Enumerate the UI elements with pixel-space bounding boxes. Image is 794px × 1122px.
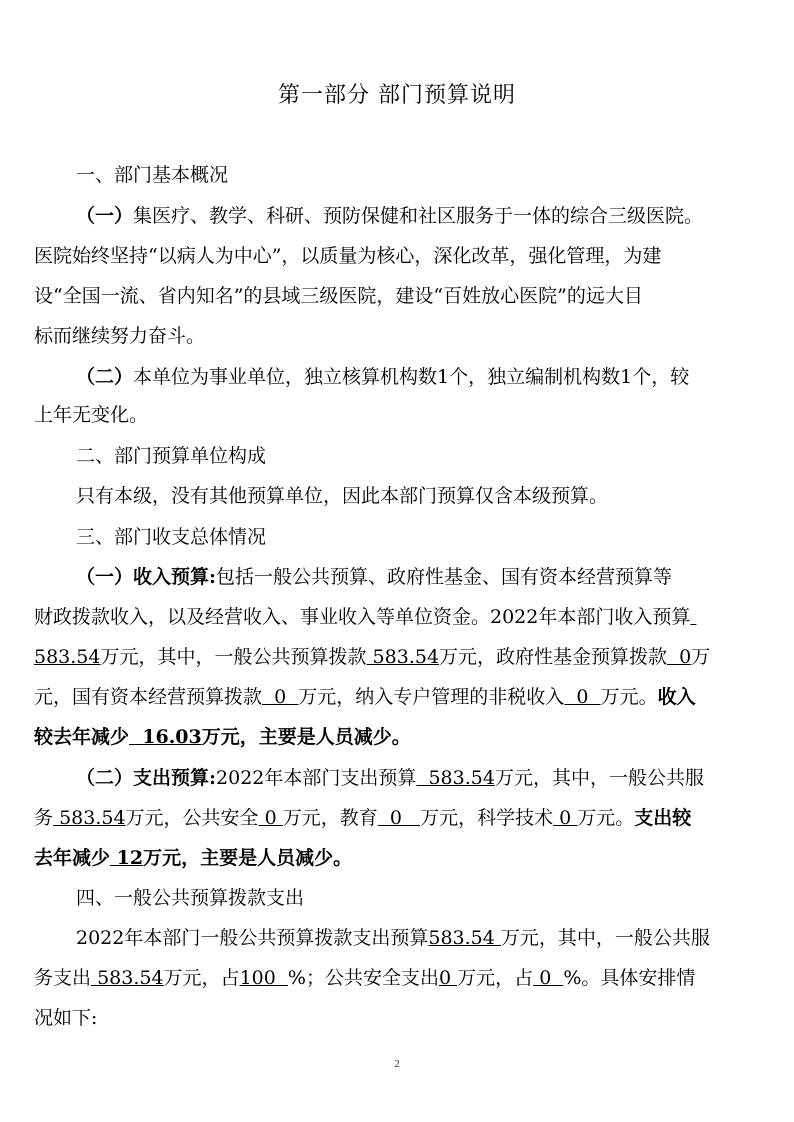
s1-para1-text1: 集医疗、教学、科研、预防保健和社区服务于一体的综合三级医院。 xyxy=(133,205,704,227)
s4-public-value: 583.54 xyxy=(97,967,164,989)
income-text2: 财政拨款收入，以及经营收入、事业收入等单位资金。2022年本部门收入预算 xyxy=(34,606,691,628)
s3-income-line4 xyxy=(34,677,764,717)
income-text5a: 较去年减少 xyxy=(34,726,130,748)
section-1-heading: 一、部门基本概况 xyxy=(76,164,229,186)
income-nontax-value: 0 xyxy=(576,686,589,708)
s4-line3: 况如下: xyxy=(34,1007,98,1029)
s4-text2d: 万元，占 xyxy=(457,967,534,989)
income-text4b: 万元，纳入专户管理的非税收入 xyxy=(298,686,565,708)
s4-text2e: %。具体安排情 xyxy=(563,967,696,989)
s4-text1b: 万元，其中，一般公共服 xyxy=(500,927,710,949)
s1-para2-line1 xyxy=(76,357,794,397)
income-decrease-value: 16.03 xyxy=(142,726,202,748)
section-4-heading: 四、一般公共预算拨款支出 xyxy=(76,887,305,909)
page-title: 第一部分 部门预算说明 xyxy=(278,83,516,108)
income-total-value: 583.54 xyxy=(34,646,101,668)
expense-text1a: 2022年本部门支出预算 xyxy=(216,767,417,789)
s1-para2-text1: 本单位为事业单位，独立核算机构数1个，独立编制机构数1个，较 xyxy=(133,366,690,388)
s4-text2b: 万元，占 xyxy=(163,967,240,989)
s4-line1 xyxy=(76,918,764,958)
expense-label: （二）支出预算: xyxy=(76,767,217,789)
expense-decrease-value: 12 xyxy=(116,847,144,869)
expense-text2a: 务 xyxy=(34,807,54,829)
s4-total-value: 583.54 xyxy=(428,927,495,949)
expense-text2d: 万元，科学技术 xyxy=(420,807,554,829)
section-3-heading: 三、部门收支总体情况 xyxy=(76,526,267,548)
s3-income-line5 xyxy=(34,717,764,757)
income-text3c: 万 xyxy=(691,646,711,668)
s3-income-line2 xyxy=(34,597,764,637)
s3-expense-line2 xyxy=(34,798,764,838)
income-general-value: 583.54 xyxy=(372,646,440,668)
income-text4a: 元，国有资本经营预算拨款 xyxy=(34,686,263,708)
s3-income-line1 xyxy=(76,557,794,597)
s4-text2a: 务支出 xyxy=(34,967,92,989)
expense-text3b: 万元，主要是人员减少。 xyxy=(143,847,353,869)
s4-security-percent: 0 xyxy=(539,967,552,989)
expense-text2f: 支出较 xyxy=(634,807,692,829)
expense-text2b: 万元，公共安全 xyxy=(125,807,259,829)
s4-text1a: 2022年本部门一般公共预算拨款支出预算 xyxy=(76,927,429,949)
income-label: （一）收入预算: xyxy=(76,566,217,588)
income-text3a: 万元，其中，一般公共预算拨款 xyxy=(100,646,367,668)
s1-para2-line2: 上年无变化。 xyxy=(34,404,149,426)
income-state-value: 0 xyxy=(274,686,287,708)
expense-text1b: 万元，其中，一般公共服 xyxy=(494,767,704,789)
s3-expense-line1 xyxy=(76,758,794,798)
income-text3b: 万元，政府性基金预算拨款 xyxy=(439,646,668,668)
income-fund-value: 0 xyxy=(679,646,692,668)
s4-public-percent: 100 xyxy=(239,967,276,989)
s4-security-value: 0 xyxy=(438,967,452,989)
income-text4c: 万元。 xyxy=(600,686,658,708)
expense-text2e: 万元。 xyxy=(577,807,635,829)
page-number: 2 xyxy=(394,1058,400,1070)
income-text5b: 万元，主要是人员减少。 xyxy=(201,726,411,748)
income-text4d: 收入 xyxy=(657,686,696,708)
s1-para1-line3: 设“全国一流、省内知名”的县域三级医院，建设“百姓放心医院”的远大目 xyxy=(34,285,643,307)
s1-para1-line1 xyxy=(76,196,794,236)
s4-line2 xyxy=(34,958,764,998)
expense-text2c: 万元，教育 xyxy=(282,807,378,829)
s1-para1-marker: （一） xyxy=(76,205,134,227)
expense-public-value: 583.54 xyxy=(59,807,126,829)
s3-expense-line3 xyxy=(34,838,764,878)
s1-para2-marker: （二） xyxy=(76,366,134,388)
s1-para1-line4: 标而继续努力奋斗。 xyxy=(34,325,206,347)
s1-para1-line2: 医院始终坚持“以病人为中心”，以质量为核心，深化改革，强化管理，为建 xyxy=(34,245,662,267)
expense-security-value: 0 xyxy=(264,807,277,829)
expense-science-value: 0 xyxy=(559,807,572,829)
expense-text3a: 去年减少 xyxy=(34,847,111,869)
expense-education-value: 0 xyxy=(389,807,402,829)
section-2-heading: 二、部门预算单位构成 xyxy=(76,445,267,467)
income-text1: 包括一般公共预算、政府性基金、国有资本经营预算等 xyxy=(216,566,673,588)
s2-para1: 只有本级，没有其他预算单位，因此本部门预算仅含本级预算。 xyxy=(76,485,609,507)
expense-total-value: 583.54 xyxy=(428,767,495,789)
s4-text2c: %；公共安全支出 xyxy=(287,967,439,989)
s3-income-line3 xyxy=(34,637,764,677)
